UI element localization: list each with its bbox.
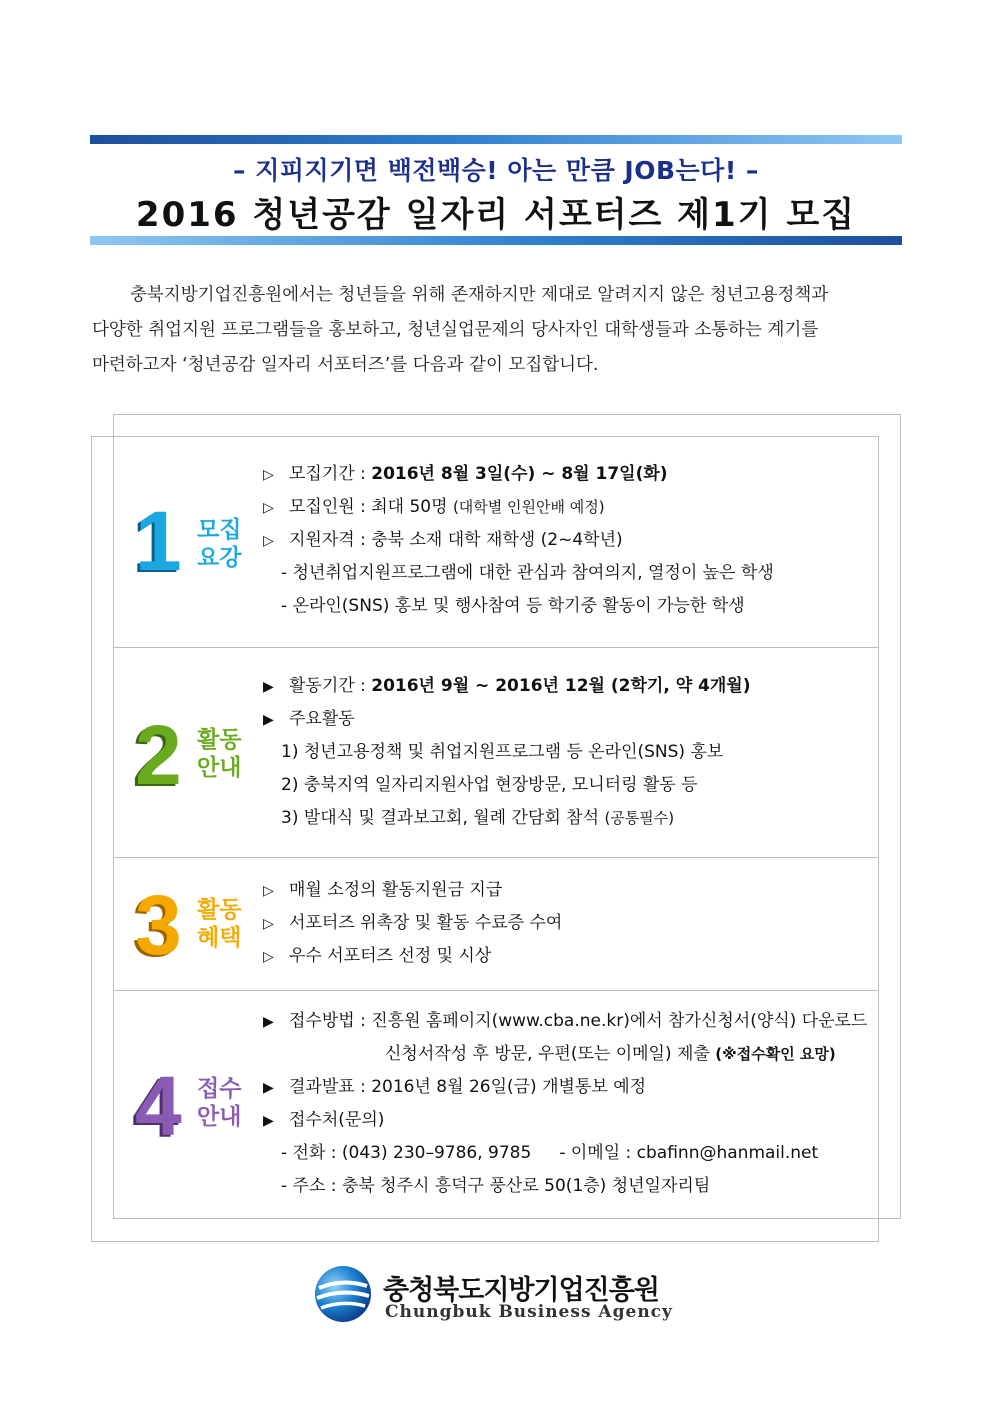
intro-line: 충북지방기업진흥원에서는 청년들을 위해 존재하지만 제대로 알려지지 않은 청년고용정책과 bbox=[130, 285, 829, 305]
section-number: 4 bbox=[135, 1059, 182, 1153]
org-name-korean: 충청북도지방기업진흥원 bbox=[383, 1275, 659, 1306]
banner-subtitle: – 지피지기면 백전백승! 아는 만큼 JOB는다! – bbox=[233, 156, 759, 185]
list-item: ▷ 모집인원 : 최대 50명 (대학별 인원안배 예정) bbox=[263, 497, 605, 517]
banner-bottom-bar bbox=[90, 236, 902, 245]
list-item: ▷ 모집기간 : 2016년 8월 3일(수) ~ 8월 17일(화) bbox=[263, 464, 668, 484]
section-number: 2 bbox=[135, 708, 182, 802]
section-badge bbox=[135, 878, 255, 978]
list-item: 신청서작성 후 방문, 우편(또는 이메일) 제출 (※접수확인 요망) bbox=[385, 1044, 836, 1064]
list-item: 1) 청년고용정책 및 취업지원프로그램 등 온라인(SNS) 홍보 bbox=[281, 742, 724, 762]
section-items bbox=[263, 874, 562, 973]
section-number: 3 bbox=[135, 878, 182, 972]
section-badge bbox=[135, 494, 255, 594]
section-label: 활동 혜택 bbox=[197, 897, 242, 951]
section-label: 활동 안내 bbox=[197, 727, 242, 781]
list-item: ▷ 우수 서포터즈 선정 및 시상 bbox=[263, 946, 492, 966]
list-item: ▶ 접수처(문의) bbox=[263, 1110, 385, 1130]
section-activity bbox=[113, 647, 879, 857]
section-number: 1 bbox=[135, 494, 182, 588]
page-title: 2016 청년공감 일자리 서포터즈 제1기 모집 bbox=[135, 195, 857, 235]
list-item: 3) 발대식 및 결과보고회, 월례 간담회 참석 (공통필수) bbox=[281, 808, 675, 828]
section-label: 접수 안내 bbox=[197, 1076, 242, 1130]
title-banner bbox=[90, 135, 902, 245]
org-logo bbox=[313, 1262, 693, 1332]
list-item: 2) 충북지역 일자리지원사업 현장방문, 모니터링 활동 등 bbox=[281, 775, 698, 795]
list-item: - 주소 : 충북 청주시 흥덕구 풍산로 50(1층) 청년일자리팀 bbox=[281, 1176, 711, 1196]
list-item: ▶ 결과발표 : 2016년 8월 26일(금) 개별통보 예정 bbox=[263, 1077, 647, 1097]
list-item: ▷ 서포터즈 위촉장 및 활동 수료증 수여 bbox=[263, 913, 563, 933]
list-item: ▷ 매월 소정의 활동지원금 지급 bbox=[263, 880, 503, 900]
list-item: ▷ 지원자격 : 충북 소재 대학 재학생 (2~4학년) bbox=[263, 530, 623, 550]
section-benefits bbox=[113, 857, 879, 990]
section-items bbox=[263, 1005, 867, 1203]
org-name-english: Chungbuk Business Agency bbox=[385, 1302, 673, 1322]
globe-logo-icon bbox=[313, 1264, 373, 1324]
section-recruitment bbox=[113, 436, 879, 647]
banner-top-bar bbox=[90, 135, 902, 144]
section-badge bbox=[135, 708, 255, 808]
section-badge bbox=[135, 1059, 255, 1159]
list-item: - 청년취업지원프로그램에 대한 관심과 참여의지, 열정이 높은 학생 bbox=[281, 563, 774, 583]
list-item: ▶ 활동기간 : 2016년 9월 ~ 2016년 12월 (2학기, 약 4개월) bbox=[263, 676, 751, 696]
list-item: ▶ 주요활동 bbox=[263, 709, 355, 729]
intro-line: 다양한 취업지원 프로그램들을 홍보하고, 청년실업문제의 당사자인 대학생들과 소통하는 계기를 bbox=[92, 320, 819, 340]
section-items bbox=[263, 670, 750, 835]
section-application bbox=[113, 990, 879, 1219]
section-label: 모집 요강 bbox=[197, 517, 242, 571]
intro-line: 마련하고자 ‘청년공감 일자리 서포터즈’를 다음과 같이 모집합니다. bbox=[92, 355, 599, 375]
list-item: - 전화 : (043) 230–9786, 9785 - 이메일 : cbafinn@hanmail.net bbox=[281, 1143, 819, 1163]
list-item: ▶ 접수방법 : 진흥원 홈페이지(www.cba.ne.kr)에서 참가신청서(양식) 다운로드 bbox=[263, 1011, 868, 1031]
list-item: - 온라인(SNS) 홍보 및 행사참여 등 학기중 활동이 가능한 학생 bbox=[281, 596, 745, 616]
intro-paragraph bbox=[92, 278, 900, 383]
section-items bbox=[263, 458, 774, 623]
